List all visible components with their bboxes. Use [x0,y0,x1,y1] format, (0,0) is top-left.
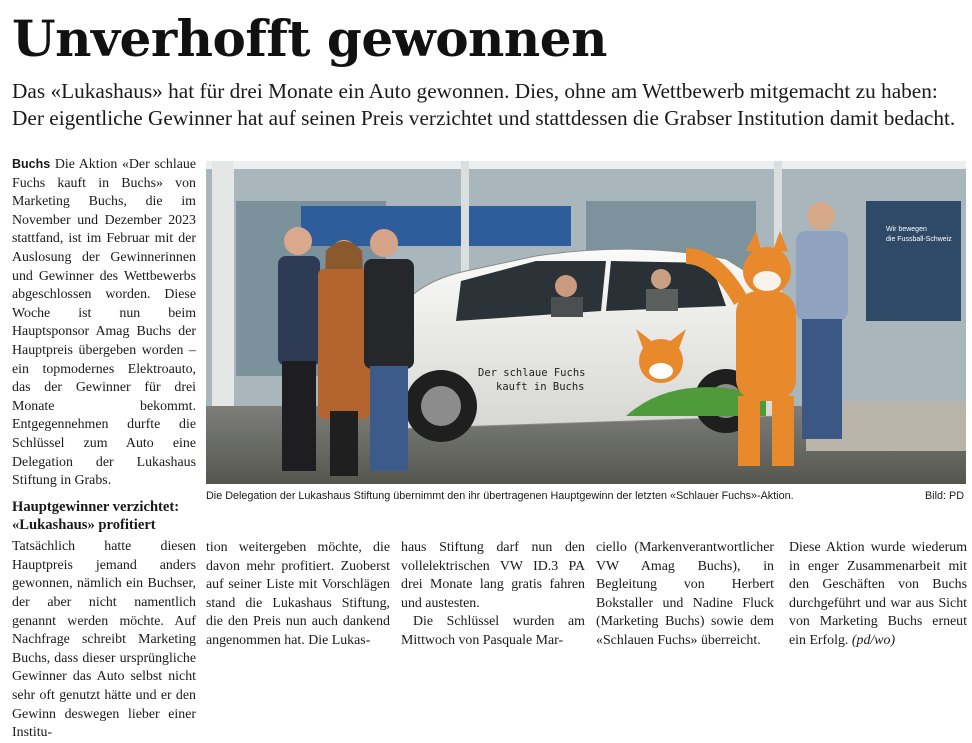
car-text: kauft in Buchs [496,381,585,393]
article-photo [206,161,966,484]
paragraph-text [789,539,967,651]
person-left-man [278,227,320,471]
dateline: Buchs [12,157,51,171]
article-column-4 [596,539,774,651]
photo-car-handover [206,161,966,484]
paragraph-text: Die Schlüssel wurden am Mittwoch von Pasquale Mar- [401,614,585,648]
article-column-1 [12,155,196,743]
paragraph-text: ciello (Markenverantwortlicher VW Amag Buchs), in Begleitung von Herbert Bokstaller und Nadine Fluck (Marketing Buchs) sowie dem «Schlauen Fuchs» überreicht. [596,540,774,648]
article-subhead: Hauptgewinner verzichtet: «Lukashaus» profitiert [12,498,180,534]
byline: (pd/wo) [851,632,896,648]
paragraph-text: Die Aktion «Der schlaue Fuchs kauft in Buchs» von Marketing Buchs, die im November und Dezember 2023 stattfand, ist im Februar mit der Auslosung der Gewinnerinnen und Gewinner des Wettbewerbs abgeschlossen worden. Diese Woche ist nun beim Hauptsponsor Amag Buchs der Hauptpreis übergeben worden – ein topmodernes Elektroauto, das der Gewinner für drei Monate bekommt. Entgegennehmen durfte die Schlüssel zum Auto eine Delegation der Lukashaus Stiftung in Grabs. [12,157,196,489]
person-man-jacket [364,229,414,471]
article-column-5 [789,539,967,651]
article-lead: Das «Lukashaus» hat für drei Monate ein Auto gewonnen. Dies, ohne am Wettbewerb mitgemacht zu haben: Der eigentliche Gewinner hat auf seinen Preis verzichtet und stattdessen die Grabser Institution damit bedacht. [12,79,956,130]
paragraph-text: Tatsächlich hatte diesen Hauptpreis jemand anders gewonnen, nämlich ein Buchser, der aber nicht namentlich genannt werden möchte. Auf Nachfrage schreibt Marketing Buchs, dass dieser ursprüngliche Gewinner das Auto selbst nicht sehr oft genutzt hätte und er den Gewinn deswegen lieber einer Institu- [12,539,196,741]
photo-caption: Die Delegation der Lukashaus Stiftung übernimmt den ihr übertragenen Hauptgewinn der letzten «Schlauer Fuchs»-Aktion. [206,490,794,502]
person-right-man [796,202,848,439]
article-column-3 [401,539,585,651]
window-text: Wir bewegen [886,226,927,233]
photo-credit: Bild: PD [924,490,964,502]
car-text: Der schlaue Fuchs [478,367,586,379]
article-headline: Unverhofft gewonnen [12,9,607,68]
paragraph-text: tion weitergeben möchte, die davon mehr profitiert. Zuoberst auf seiner Liste mit Vorschlägen stand die Lukashaus Stiftung, die den Preis nun auch dankend angenommen hat. Die Lukas- [206,540,390,648]
paragraph-text: haus Stiftung darf nun den vollelektrischen VW ID.3 PA drei Monate lang gratis fahren und austesten. [401,540,585,611]
article-column-2 [206,539,390,651]
paragraph-intro [12,155,196,491]
window-text: die Fussball-Schweiz [886,236,952,243]
paragraph-body: Diese Aktion wurde wiederum in enger Zusammenarbeit mit den Geschäften von Buchs durchgeführt und war aus Sicht von Marketing Buchs erneut ein Erfolg. [789,540,967,648]
